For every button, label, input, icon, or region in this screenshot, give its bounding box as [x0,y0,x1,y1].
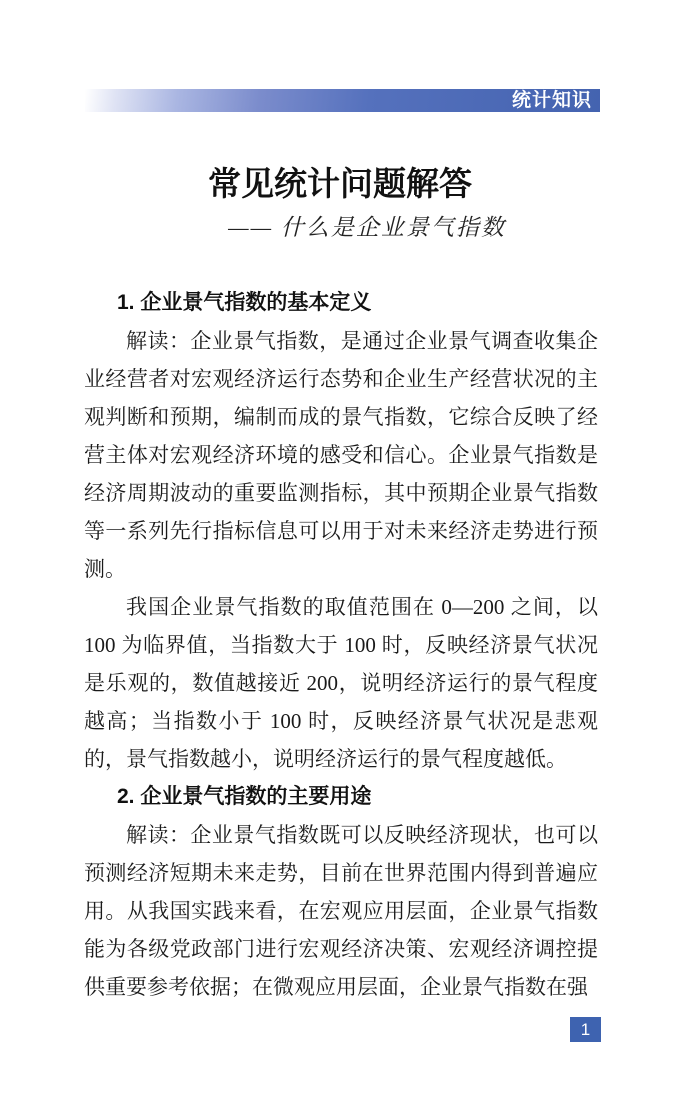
paragraph: 我国企业景气指数的取值范围在 0—200 之间，以 100 为临界值，当指数大于 100 时，反映经济景气状况是乐观的，数值越接近 200，说明经济运行的景气程度越高；当指数小于 100 时，反映经济景气状况是悲观的，景气指数越小，说明经济运行的景气程度越低。 [84,595,598,771]
paragraph: 解读：企业景气指数既可以反映经济现状，也可以预测经济短期未来走势，目前在世界范围内得到普遍应用。从我国实践来看，在宏观应用层面，企业景气指数能为各级党政部门进行宏观经济决策、宏观经济调控提供重要参考依据；在微观应用层面，企业景气指数在强 [84,823,598,999]
page-title: 常见统计问题解答 [208,165,472,202]
page-number-badge: 1 [570,1017,601,1042]
header-bar [85,89,600,112]
body-text [84,284,598,1006]
paragraph: 解读：企业景气指数，是通过企业景气调查收集企业经营者对宏观经济运行态势和企业生产经营状况的主观判断和预期，编制而成的景气指数，它综合反映了经营主体对宏观经济环境的感受和信心。企业景气指数是经济周期波动的重要监测指标，其中预期企业景气指数等一系列先行指标信息可以用于对未来经济走势进行预测。 [84,329,598,581]
header-label: 统计知识 [511,90,592,111]
section-2-heading: 2. 企业景气指数的主要用途 [117,785,372,808]
section-1-heading: 1. 企业景气指数的基本定义 [117,291,372,314]
page-subtitle: —— 什么是企业景气指数 [228,215,506,240]
